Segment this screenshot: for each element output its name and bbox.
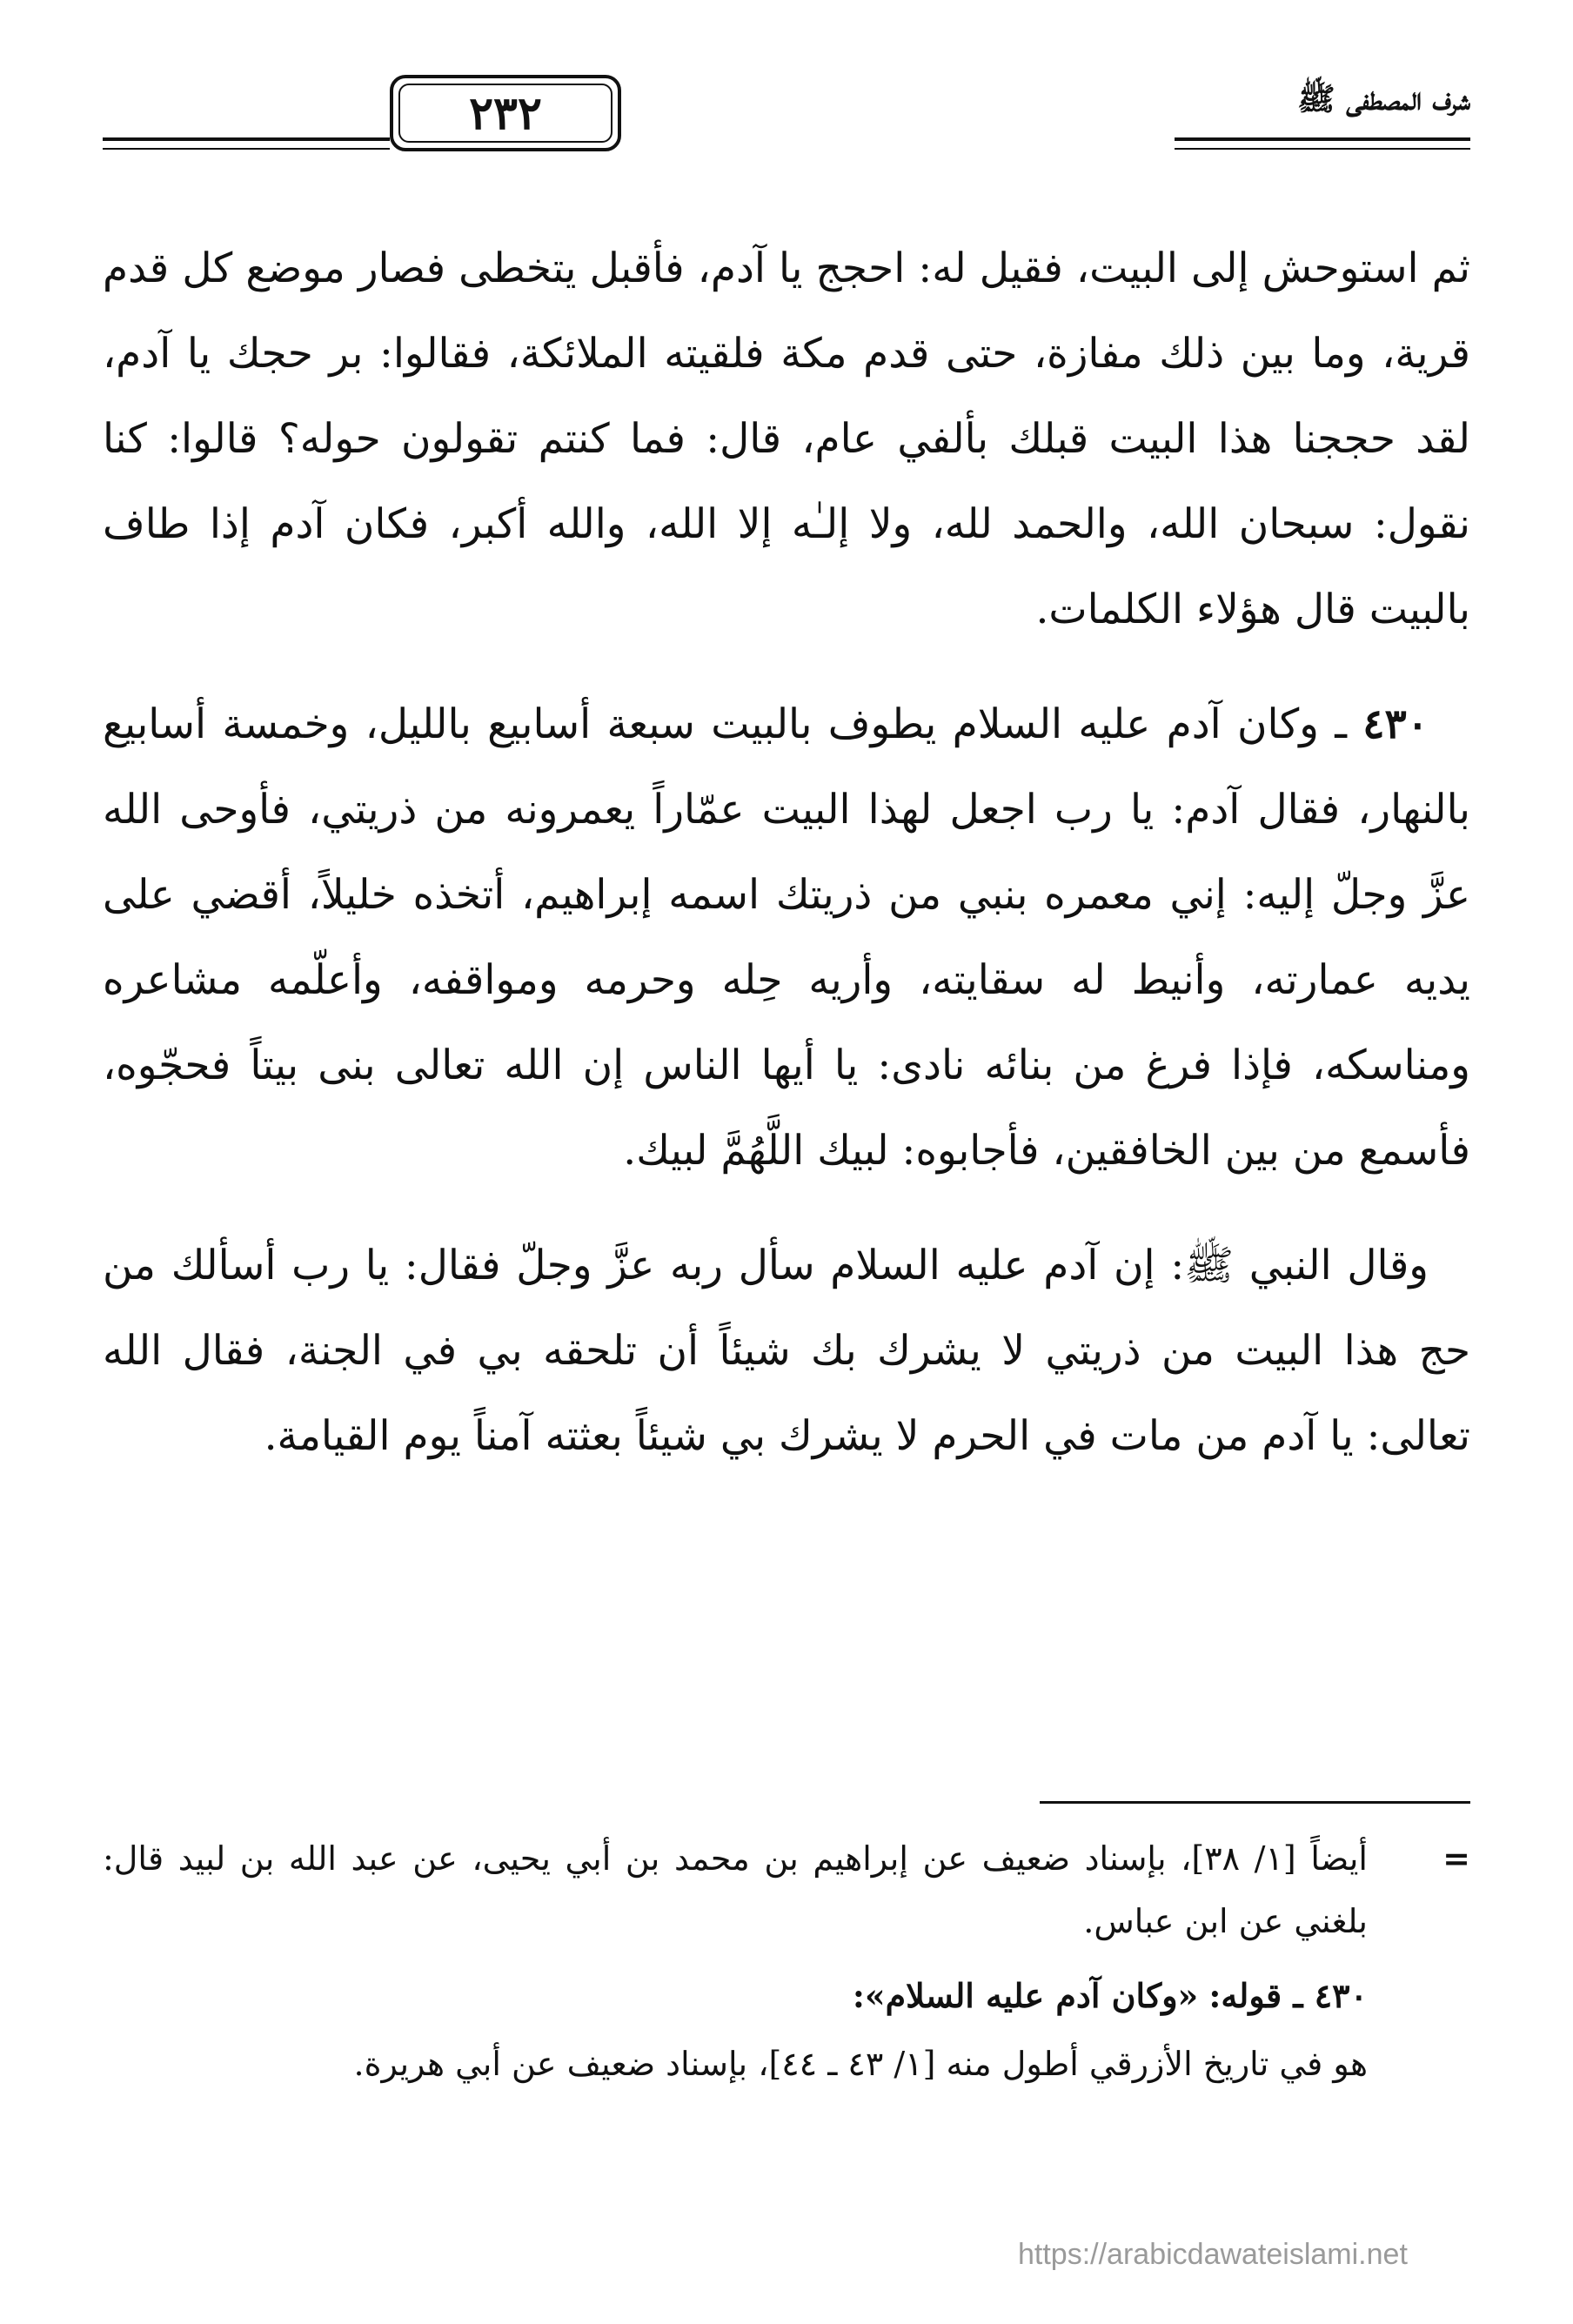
footnote-continuation [103, 1827, 1470, 1952]
footnotes [103, 1827, 1470, 2095]
watermark: https://arabicdawateislami.net [1018, 2238, 1408, 2271]
header-rule [103, 137, 390, 141]
footnote-number: ٤٣٠ ـ قوله: [1208, 1976, 1368, 2015]
footnote-separator [1040, 1801, 1470, 1804]
paragraph: وقال النبي ﷺ: إن آدم عليه السلام سأل ربه عزَّ وجلّ فقال: يا رب أسألك من حج هذا البيت من ذريتي لا يشرك بك شيئاً أن تلحقه بي في الجنة، فقال الله تعالى: يا آدم من مات في الحرم لا يشرك بي شيئاً بعثته آمناً يوم القيامة. [103, 1242, 1470, 1460]
footnote-text: أيضاً [١/ ٣٨]، بإسناد ضعيف عن إبراهيم بن محمد بن أبي يحيى، عن عبد الله بن لبيد قال: بلغني عن ابن عباس. [103, 1839, 1368, 1940]
numbered-paragraph [103, 682, 1470, 1194]
paragraph-number: ٤٣٠ [1362, 700, 1429, 748]
continuation-marker: = [1442, 1838, 1470, 1878]
header-rule [1175, 148, 1470, 150]
running-title: شرف المصطفى ﷺ [1297, 81, 1470, 117]
page-header [103, 68, 1470, 164]
header-rule [1175, 137, 1470, 141]
paragraph-text: ـ وكان آدم عليه السلام يطوف بالبيت سبعة أسابيع بالليل، وخمسة أسابيع بالنهار، فقال آدم: يا رب اجعل لهذا البيت عمّاراً يعمرونه من ذريتي، فأوحى الله عزَّ وجلّ إليه: إني معمره بنبي من ذريتك اسمه إبراهيم، أتخذه خليلاً، أقضي على يديه عمارته، وأنيط له سقايته، وأريه حِله وحرمه ومواقفه، وأعلّمه مشاعره ومناسكه، فإذا فرغ من بنائه نادى: يا أيها الناس إن الله تعالى بنى بيتاً فحجّوه، فأسمع من بين الخافقين، فأجابوه: لبيك اللَّهُمَّ لبيك. [103, 700, 1470, 1175]
main-text [103, 226, 1470, 1479]
footnote-label: «وكان آدم عليه السلام»: [852, 1976, 1199, 2015]
header-rule [103, 148, 390, 150]
page-number: ٢٣٢ [390, 75, 621, 151]
paragraph: ثم استوحش إلى البيت، فقيل له: احجج يا آدم، فأقبل يتخطى فصار موضع كل قدم قرية، وما بين ذلك مفازة، حتى قدم مكة فلقيته الملائكة، فقالوا: بر حجك يا آدم، لقد حججنا هذا البيت قبلك بألفي عام، قال: فما كنتم تقولون حوله؟ قالوا: كنا نقول: سبحان الله، والحمد لله، ولا إلـٰه إلا الله، والله أكبر، فكان آدم إذا طاف بالبيت قال هؤلاء الكلمات. [103, 244, 1470, 633]
footnote-text: هو في تاريخ الأزرقي أطول منه [١/ ٤٣ ـ ٤٤]، بإسناد ضعيف عن أبي هريرة. [353, 2045, 1368, 2083]
footnote-heading [103, 1965, 1470, 2027]
